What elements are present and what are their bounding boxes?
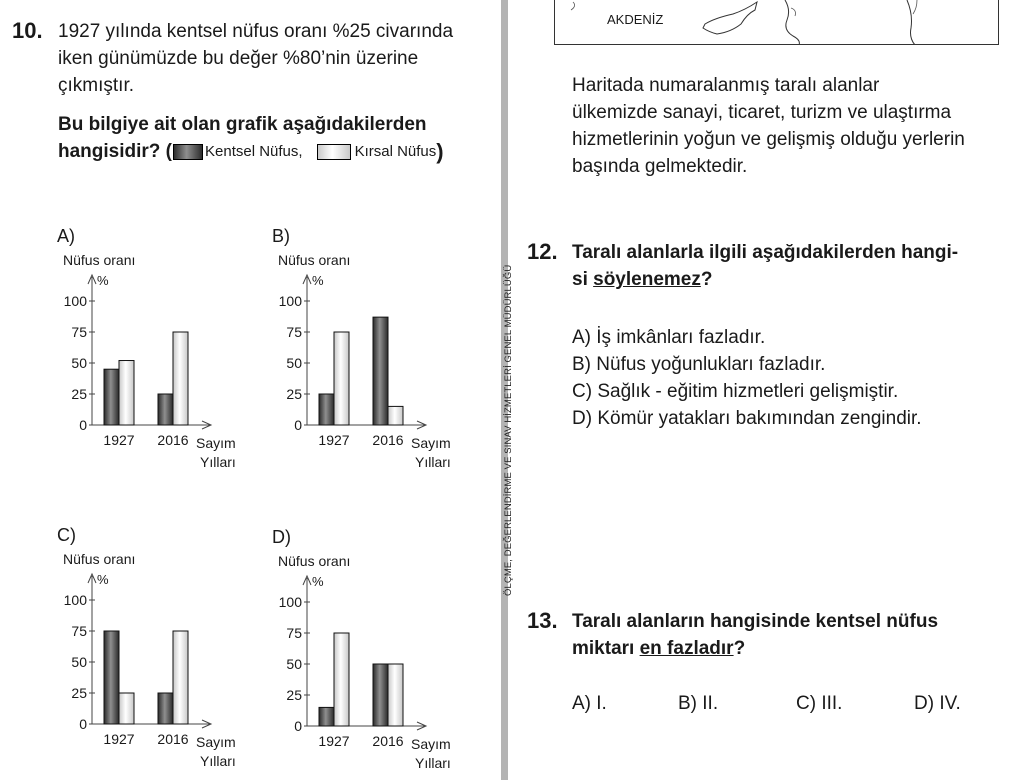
q12-option-a[interactable]: A) İş imkânları fazladır. (572, 327, 766, 348)
y-tick-label: 0 (79, 417, 87, 433)
bar-urban (104, 369, 119, 425)
x-axis-label: Sayım (411, 736, 451, 752)
bar-urban (158, 693, 173, 724)
q12-options (572, 324, 922, 432)
bar-rural (173, 631, 188, 724)
chart-option-label: A) (57, 226, 75, 246)
y-tick-label: 25 (286, 687, 302, 703)
context-line: hizmetlerinin yoğun ve gelişmiş olduğu yerlerin (572, 129, 965, 150)
bar-rural (119, 693, 134, 724)
chart-d (272, 527, 451, 771)
map-label-akdeniz: AKDENİZ (607, 12, 664, 27)
y-tick-label: 50 (71, 355, 87, 371)
chart-option-label: C) (57, 525, 76, 545)
y-axis-label: Nüfus oranı (63, 551, 136, 567)
q12-question (572, 239, 958, 293)
x-axis-label: Sayım (196, 435, 236, 451)
y-tick-label: 100 (278, 594, 302, 610)
x-axis-label: Yılları (415, 454, 451, 470)
x-axis-label: Yılları (200, 753, 236, 769)
q10-question-line: hangisidir? ( (58, 141, 172, 162)
x-axis-label: Yılları (200, 454, 236, 470)
x-axis-label: Sayım (196, 734, 236, 750)
chart-a (57, 226, 236, 470)
context-line: Haritada numaralanmış taralı alanlar (572, 75, 880, 96)
bar-rural (388, 406, 403, 425)
y-tick-label: 100 (63, 293, 87, 309)
y-tick-label: 75 (286, 625, 302, 641)
y-axis-unit: % (97, 572, 109, 587)
chart-option-label: D) (272, 527, 291, 547)
y-tick-label: 100 (278, 293, 302, 309)
q12-option-d[interactable]: D) Kömür yatakları bakımından zengindir. (572, 408, 922, 429)
y-tick-label: 0 (294, 417, 302, 433)
context-line: başında gelmektedir. (572, 156, 748, 177)
bar-urban (373, 664, 388, 726)
bar-rural (334, 332, 349, 425)
y-axis-label: Nüfus oranı (278, 252, 351, 268)
q10-stem-line: çıkmıştır. (58, 75, 134, 96)
chart-b (272, 226, 451, 470)
x-axis-label: Yılları (415, 755, 451, 771)
x-axis-label: Sayım (411, 435, 451, 451)
q10-number: 10. (12, 18, 43, 43)
q12-question-line: Taralı alanlarla ilgili aşağıdakilerden hangi- (572, 242, 959, 263)
q13-option-a[interactable]: A) I. (572, 693, 607, 714)
q10-stem-line: 1927 yılında kentsel nüfus oranı %25 civarında (58, 21, 454, 42)
q13-option-c[interactable]: C) III. (796, 693, 843, 714)
bar-rural (119, 361, 134, 425)
q13-text: ? (733, 638, 746, 659)
y-tick-label: 100 (63, 592, 87, 608)
x-tick-label: 1927 (318, 432, 350, 448)
map-context-text (572, 72, 965, 180)
bar-urban (158, 394, 173, 425)
bar-urban (104, 631, 119, 724)
y-tick-label: 0 (294, 718, 302, 734)
y-axis-unit: % (312, 574, 324, 589)
q13-option-b[interactable]: B) II. (678, 693, 719, 714)
y-tick-label: 25 (71, 685, 87, 701)
q12-number: 12. (527, 239, 558, 264)
context-line: ülkemizde sanayi, ticaret, turizm ve ulaştırma (572, 102, 952, 123)
bar-rural (334, 633, 349, 726)
map-frame (554, 0, 999, 45)
x-tick-label: 1927 (103, 731, 135, 747)
q12-text: ? (700, 269, 713, 290)
bar-rural (173, 332, 188, 425)
x-tick-label: 1927 (318, 733, 350, 749)
y-tick-label: 50 (286, 355, 302, 371)
y-tick-label: 50 (286, 656, 302, 672)
q12-option-b[interactable]: B) Nüfus yoğunlukları fazladır. (572, 354, 826, 375)
x-tick-label: 2016 (372, 432, 404, 448)
x-tick-label: 2016 (157, 731, 189, 747)
q13-number: 13. (527, 608, 558, 633)
q12-text: si (572, 269, 594, 290)
map-coastline (555, 0, 1000, 45)
legend-urban-label: Kentsel Nüfus, (205, 143, 303, 160)
y-axis-unit: % (312, 273, 324, 288)
chart-option-label: B) (272, 226, 290, 246)
q10-stem-line: iken günümüzde bu değer %80’nin üzerine (58, 48, 419, 69)
y-tick-label: 50 (71, 654, 87, 670)
y-axis-unit: % (97, 273, 109, 288)
x-tick-label: 2016 (157, 432, 189, 448)
bar-urban (319, 707, 334, 726)
legend-rural-label: Kırsal Nüfus (354, 143, 437, 160)
x-tick-label: 1927 (103, 432, 135, 448)
q12-option-c[interactable]: C) Sağlık - eğitim hizmetleri gelişmiştir. (572, 381, 899, 402)
x-tick-label: 2016 (372, 733, 404, 749)
answer-charts (0, 0, 500, 780)
y-axis-label: Nüfus oranı (63, 252, 136, 268)
q13-text: miktarı (572, 638, 640, 659)
q13-option-d[interactable]: D) IV. (914, 693, 961, 714)
y-tick-label: 25 (286, 386, 302, 402)
y-tick-label: 0 (79, 716, 87, 732)
q12-emphasis: söylenemez (593, 269, 701, 290)
bar-urban (319, 394, 334, 425)
y-tick-label: 75 (71, 324, 87, 340)
q12-question-line (572, 266, 958, 293)
q13-emphasis: en fazladır (639, 638, 734, 659)
y-axis-label: Nüfus oranı (278, 553, 351, 569)
q13-question-line (572, 635, 938, 662)
bar-rural (388, 664, 403, 726)
publisher-vertical-text: ÖLÇME, DEĞERLENDİRME VE SINAV HİZMETLERİ GENEL MÜDÜRLÜĞÜ (503, 264, 514, 596)
y-tick-label: 75 (71, 623, 87, 639)
q13-question (572, 608, 938, 662)
bar-urban (373, 317, 388, 425)
y-tick-label: 75 (286, 324, 302, 340)
legend-close-paren: ) (436, 139, 444, 164)
q13-question-line: Taralı alanların hangisinde kentsel nüfus (572, 611, 939, 632)
chart-c (57, 525, 236, 769)
y-tick-label: 25 (71, 386, 87, 402)
q10-question-line: Bu bilgiye ait olan grafik aşağıdakilerden (58, 114, 427, 135)
